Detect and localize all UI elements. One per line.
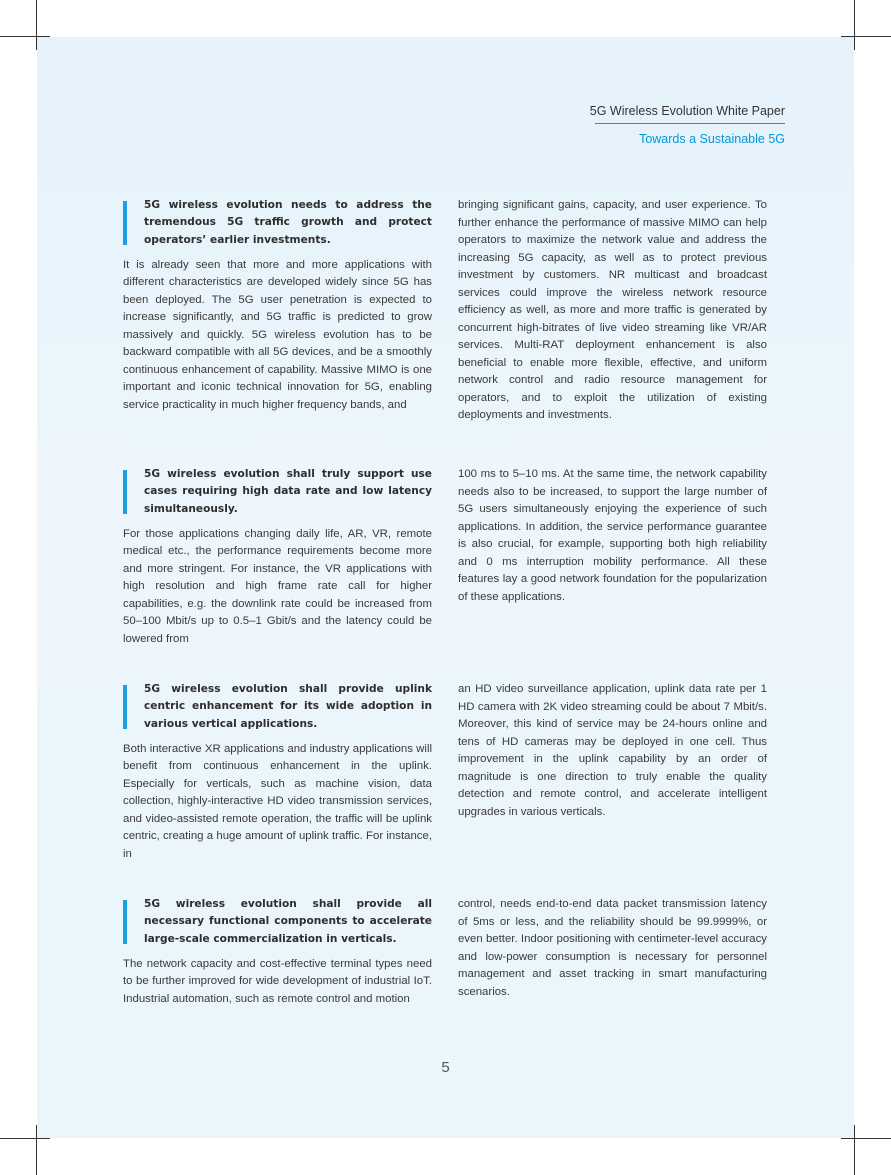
heading-accent-bar <box>123 470 127 514</box>
section-paragraph-left: Both interactive XR applications and industry applications will benefit from continuous enhancement in the uplink. Especially for verticals, such as machine vision, data collection, highly-interactive HD video transmission services, and video-assisted remote operation, the traffic will be uplink centric, creating a huge amount of uplink traffic. For instance, in <box>123 742 432 860</box>
section-left-column <box>123 197 432 414</box>
section-paragraph-left: It is already seen that more and more applications with different characteristics are developed widely since 5G has been deployed. The 5G user penetration is expected to increase significantly, and 5G traffic is predicted to grow massively and quickly. 5G wireless evolution has to be backward compatible with all 5G devices, and be a smoothly continuous enhancement of capability. Massive MIMO is one important and iconic technical innovation for 5G, enabling service practicality in much higher frequency bands, and <box>123 258 432 411</box>
section-right-column <box>458 681 767 821</box>
section-paragraph-left: The network capacity and cost-effective terminal types need to be further improved for wide development of industrial IoT. Industrial automation, such as remote control and motion <box>123 957 432 1005</box>
section-heading-text: 5G wireless evolution shall provide uplink centric enhancement for its wide adoption in various vertical applications. <box>144 683 432 730</box>
section-left-column <box>123 681 432 863</box>
section-left-column <box>123 896 432 1008</box>
section-paragraph-right: 100 ms to 5–10 ms. At the same time, the network capability needs also to be increased, to support the large number of 5G users simultaneously enjoying the experience of such applications. In addition, the service performance guarantee is also crucial, for example, supporting both high reliability and 0 ms interruption mobility performance. All these features lay a good network foundation for the popularization of these applications. <box>458 468 767 603</box>
section-right-column <box>458 197 767 425</box>
section-heading-text: 5G wireless evolution shall truly support use cases requiring high data rate and low latency simultaneously. <box>144 468 432 515</box>
section-right-column <box>458 466 767 606</box>
header-rule <box>595 123 785 124</box>
section-paragraph-left: For those applications changing daily life, AR, VR, remote medical etc., the performance requirements become more and more stringent. For instance, the VR applications with high resolution and high frame rate call for higher capabilities, e.g. the downlink rate could be increased from 50–100 Mbit/s up to 0.5–1 Gbit/s and the latency could be lowered from <box>123 527 432 645</box>
section-heading <box>123 466 432 518</box>
section-heading <box>123 197 432 249</box>
section-left-column <box>123 466 432 648</box>
section-heading <box>123 896 432 948</box>
page-number: 5 <box>441 1059 450 1076</box>
section-paragraph-right: control, needs end-to-end data packet transmission latency of 5ms or less, and the reliability should be 99.9999%, or even better. Indoor positioning with centimeter-level accuracy and low-power consumption is necessary for personnel management and asset tracking in smart manufacturing scenarios. <box>458 898 767 998</box>
section-heading-text: 5G wireless evolution needs to address the tremendous 5G traffic growth and protect operators’ earlier investments. <box>144 199 432 246</box>
heading-accent-bar <box>123 201 127 245</box>
running-header <box>590 104 785 146</box>
header-title: 5G Wireless Evolution White Paper <box>589 104 785 118</box>
section-paragraph-right: bringing significant gains, capacity, and user experience. To further enhance the performance of massive MIMO can help operators to maximize the network value and address the increasing 5G capacity, as well as to protect previous investment by customers. NR multicast and broadcast services could improve the wireless network resource efficiency as well, as more and more traffic is generated by concurrent high-bitrates of live video streaming like VR/AR services. Multi-RAT deployment enhancement is also beneficial to enable more flexible, effective, and uniform network control and radio resource management for operators, and to exploit the utilization of existing deployments and investments. <box>458 199 767 421</box>
section-heading-text: 5G wireless evolution shall provide all necessary functional components to accelerate large-scale commercialization in verticals. <box>144 898 432 945</box>
header-subtitle: Towards a Sustainable 5G <box>639 132 785 146</box>
section-heading <box>123 681 432 733</box>
section-right-column <box>458 896 767 1001</box>
heading-accent-bar <box>123 685 127 729</box>
section-paragraph-right: an HD video surveillance application, uplink data rate per 1 HD camera with 2K video streaming could be about 7 Mbit/s. Moreover, this kind of service may be 24-hours online and tens of HD cameras may be deployed in one cell. Thus improvement in the uplink capability by an order of magnitude is one direction to truly enable the quality detection and remote control, and accelerate intelligent upgrades in various verticals. <box>458 683 767 818</box>
heading-accent-bar <box>123 900 127 944</box>
